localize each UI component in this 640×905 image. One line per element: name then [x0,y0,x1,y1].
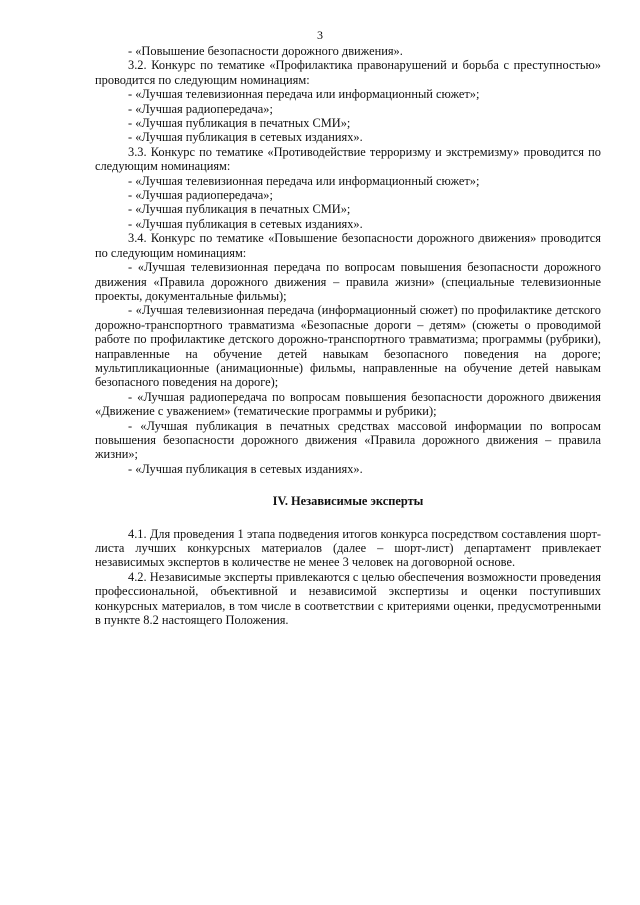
list-item: - «Лучшая публикация в печатных СМИ»; [128,116,351,131]
list-item: - «Повышение безопасности дорожного движения». [128,44,403,58]
section-heading: IV. Независимые эксперты [272,494,424,509]
paragraph-4-2: 4.2. Независимые эксперты привлекаются с целью обеспечения возможности проведения профессиональной, объективной и независимой экспертизы и оценки поступивших конкурсных материалов, в том числе в соответствии с критериями оценки, предусмотренными в пункте 8.2 настоящего Положения. [95,569,601,628]
paragraph-3-2: 3.2. Конкурс по тематике «Профилактика правонарушений и борьба с преступностью» проводится по следующим номинациям: [95,58,601,87]
paragraph-4-1: 4.1. Для проведения 1 этапа подведения итогов конкурса посредством составления шорт-листа лучших конкурсных материалов (далее – шорт-лист) департамент привлекает независимых экспертов в количестве не менее 3 человек на договорной основе. [95,526,601,570]
list-item: - «Лучшая радиопередача по вопросам повышения безопасности дорожного движения «Движение с уважением» (тематические программы и рубрики); [95,389,601,419]
list-item: - «Лучшая телевизионная передача по вопросам повышения безопасности дорожного движения «Правила дорожного движения – правила жизни» (специальные телевизионные проекты, документальные фильмы); [95,260,601,303]
paragraph-3-4: 3.4. Конкурс по тематике «Повышение безопасности дорожного движения» проводится по следующим номинациям: [95,231,601,260]
list-item: - «Лучшая публикация в печатных СМИ»; [128,202,351,217]
list-item: - «Лучшая радиопередача»; [128,188,273,203]
page-number: 3 [317,28,323,42]
list-item: - «Лучшая телевизионная передача или информационный сюжет»; [128,173,480,188]
list-item: - «Лучшая публикация в сетевых изданиях». [128,461,363,476]
paragraph-3-3: 3.3. Конкурс по тематике «Противодействие терроризму и экстремизму» проводится по следующим номинациям: [95,144,601,174]
list-item: - «Лучшая публикация в сетевых изданиях». [128,130,363,145]
document-body [95,44,601,627]
list-item: - «Лучшая радиопередача»; [128,101,273,116]
list-item: - «Лучшая телевизионная передача или информационный сюжет»; [128,87,480,102]
list-item: - «Лучшая публикация в печатных средствах массовой информации по вопросам повышения безопасности дорожного движения «Правила дорожного движения – правила жизни»; [95,418,601,462]
list-item: - «Лучшая телевизионная передача (информационный сюжет) по профилактике детского дорожно-транспортного травматизма «Безопасные дороги – детям» (сюжеты о проводимой работе по профилактике детского дорожно-транспортного травматизма; программы (рубрики), направленные на обучение детей навыкам безопасного поведения на дороге; мультипликационные (анимационные) фильмы, направленные на обучение детей навыкам безопасного поведения на дороге); [95,303,601,390]
list-item: - «Лучшая публикация в сетевых изданиях». [128,216,363,231]
